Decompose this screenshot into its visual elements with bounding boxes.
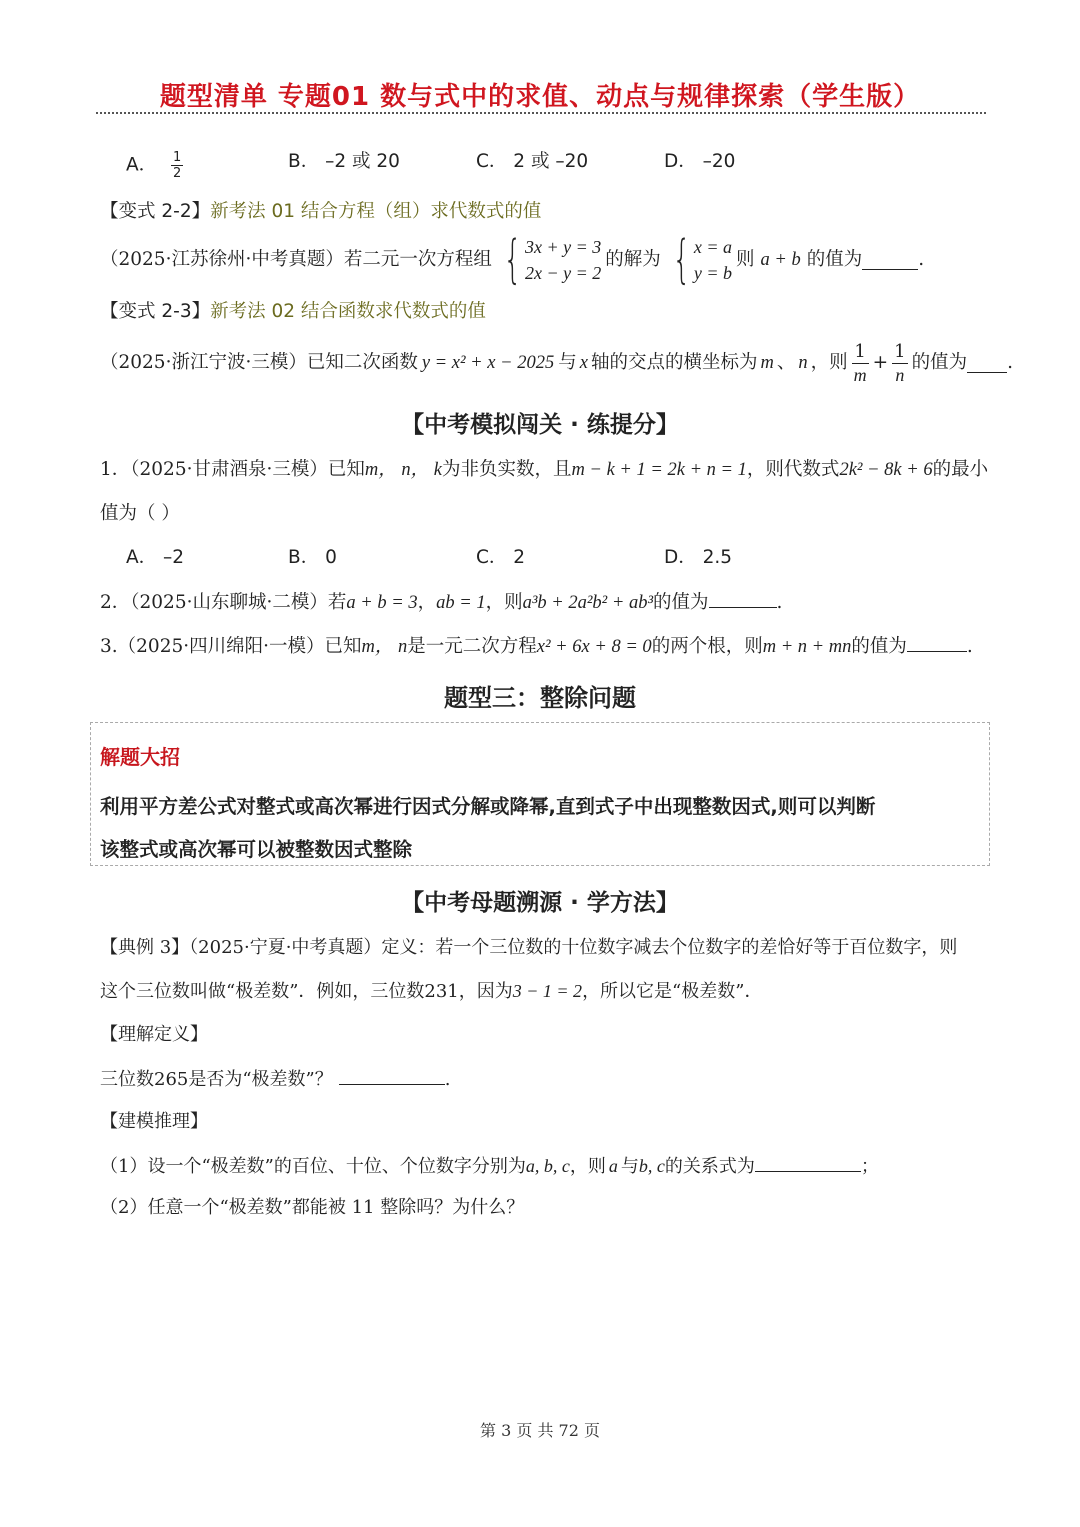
understand-question <box>100 1066 451 1092</box>
variant-2-2-tail: 则 <box>735 249 755 270</box>
variant-2-2-question <box>100 232 924 288</box>
q2-mid: ，则 <box>485 592 523 613</box>
equation-1: 3x + y = 3 <box>524 237 602 257</box>
plus-sign: + <box>872 352 889 373</box>
q3-mid: 是一元二次方程 <box>407 636 537 657</box>
option-d: D． –20 <box>664 151 736 172</box>
variant-2-3-source: （2025·浙江宁波·三模）已知二次函数 <box>100 352 418 373</box>
answer-blank[interactable] <box>862 251 918 270</box>
example3-line1: 【典例 3】（2025·宁夏·中考真题）定义：若一个三位数的十位数字减去个位数字的差恰好等于百位数字，则 <box>100 937 958 958</box>
part1-text-c: 与 <box>620 1156 639 1177</box>
tips-title: 解题大招 <box>100 745 180 769</box>
option-b: B． –2 或 20 <box>288 151 400 172</box>
understand-text-b: 是否为“极差数”？ <box>188 1069 333 1090</box>
q3-equation: x² + 6x + 8 = 0 <box>536 637 652 657</box>
q1-mid: 为非负实数，且 <box>441 459 572 480</box>
variant-2-2-heading <box>100 200 541 224</box>
option-a-numerator: 1 <box>173 150 182 165</box>
expr-a-plus-b: a + b <box>760 250 801 270</box>
practice-q1-line2: 值为（ ） <box>100 503 180 524</box>
example3-text-a: 这个三位数叫做“极差数”．例如，三位数 <box>100 981 425 1002</box>
example3-text-c: ，所以它是“极差数”． <box>582 981 763 1002</box>
fraction-1-over-n <box>892 341 907 386</box>
var-n: n <box>798 353 808 373</box>
solution-1: x = a <box>693 237 732 257</box>
q2-source: 2．（2025·山东聊城·二模）若 <box>100 592 347 613</box>
understand-heading: 【理解定义】 <box>100 1024 208 1045</box>
calc-3-minus-1: 3 − 1 = 2 <box>512 981 583 1001</box>
fraction-numerator: 1 <box>894 340 906 362</box>
q1-vars: m， n， k <box>364 460 442 480</box>
fraction-denominator: n <box>895 364 905 385</box>
variant-2-3-mid3: ，则 <box>810 352 848 373</box>
q1-source: 1．（2025·甘肃酒泉·三模）已知 <box>100 459 365 480</box>
part1-end: ； <box>860 1156 879 1177</box>
q2-cond1: a + b = 3 <box>346 593 418 613</box>
option-c: C． 2 或 –20 <box>476 151 589 172</box>
variant-2-2-tail2: 的值为 <box>806 249 863 270</box>
number-265: 265 <box>154 1069 189 1090</box>
section-practice-heading: 【中考模拟闯关 · 练提分】 <box>401 412 679 438</box>
tips-line-2: 该整式或高次幂可以被整数因式整除 <box>100 838 413 861</box>
variant-2-2-tag: 【变式 2-2】 <box>100 201 211 222</box>
variant-2-3-heading <box>100 300 486 324</box>
practice-q1 <box>100 458 988 482</box>
variant-2-2-end: . <box>918 249 925 270</box>
left-brace: { <box>672 230 691 290</box>
variant-2-3-tag: 【变式 2-3】 <box>100 301 211 322</box>
variant-2-3-mid2: 轴的交点的横坐标为 <box>590 352 758 373</box>
part1-text-b: ，则 <box>569 1156 606 1177</box>
example3-text-b: ，因为 <box>458 981 513 1002</box>
q1-mid2: ，则代数式 <box>746 459 840 480</box>
q2-sep: ， <box>417 592 437 613</box>
answer-blank[interactable] <box>967 354 1007 373</box>
equation-system <box>496 230 602 290</box>
q1-option-d: D． 2.5 <box>664 547 733 568</box>
fraction-denominator: m <box>853 364 867 385</box>
q1-option-c: C． 2 <box>476 547 526 568</box>
variant-2-3-mid: 与 <box>558 352 577 373</box>
answer-blank[interactable] <box>907 633 967 652</box>
type3-heading: 题型三：整除问题 <box>444 684 636 712</box>
solution-system <box>665 230 732 290</box>
q3-vars: m， n <box>361 637 408 657</box>
q3-end: . <box>966 636 973 657</box>
part1-vars: a, b, c <box>525 1156 570 1176</box>
variant-2-2-mid: 的解为 <box>605 249 661 270</box>
q2-expression: a³b + 2a²b² + ab³ <box>522 593 654 613</box>
q2-end: . <box>776 592 783 613</box>
variant-2-3-end: . <box>1007 352 1014 373</box>
variant-2-3-question <box>100 338 1013 388</box>
equation-2: 2x − y = 2 <box>524 263 602 283</box>
variant-2-2-method: 新考法 01 结合方程（组）求代数式的值 <box>210 201 542 222</box>
variant-2-3-sep: 、 <box>776 352 796 373</box>
understand-text-a: 三位数 <box>100 1069 154 1090</box>
understand-end: . <box>444 1069 451 1090</box>
model-heading: 【建模推理】 <box>100 1111 208 1132</box>
fraction-numerator: 1 <box>852 341 869 364</box>
part1-var-a: a <box>608 1156 618 1176</box>
q3-mid2: 的两个根，则 <box>651 636 763 657</box>
solution-2: y = b <box>693 263 732 283</box>
q2-tail: 的值为 <box>653 592 709 613</box>
part1-vars-bc: b, c <box>638 1156 665 1176</box>
x-axis-var: x <box>579 353 588 373</box>
practice-q2 <box>100 589 782 615</box>
left-brace: { <box>503 230 522 290</box>
q1-tail: 的最小 <box>932 459 989 480</box>
part1-text-d: 的关系式为 <box>664 1156 755 1177</box>
answer-blank[interactable] <box>339 1066 445 1085</box>
page-title: 题型清单 专题01 数与式中的求值、动点与规律探索（学生版） <box>159 82 921 112</box>
answer-blank[interactable] <box>709 589 777 608</box>
header-divider <box>96 112 986 114</box>
model-part-1 <box>100 1153 879 1179</box>
model-part-2: （2）任意一个“极差数”都能被 11 整除吗？为什么？ <box>100 1197 525 1218</box>
option-a <box>126 150 187 181</box>
q1-option-b: B． 0 <box>288 547 337 568</box>
fraction-1-over-m <box>852 341 869 386</box>
q3-tail: 的值为 <box>851 636 907 657</box>
option-a-label: A． <box>126 154 158 176</box>
option-a-denominator: 2 <box>173 166 182 181</box>
page-number: 第 3 页 共 72 页 <box>480 1421 600 1440</box>
tips-line-1: 利用平方差公式对整式或高次幂进行因式分解或降幂,直到式子中出现整数因式,则可以判断 <box>100 795 876 818</box>
variant-2-3-tail: 的值为 <box>911 352 968 373</box>
variant-2-3-method: 新考法 02 结合函数求代数式的值 <box>210 301 486 322</box>
example3-line2 <box>100 979 762 1004</box>
practice-q3 <box>100 633 973 659</box>
q1-condition: m − k + 1 = 2k + n = 1 <box>571 460 747 480</box>
q3-expression: m + n + mn <box>762 637 852 657</box>
q2-cond2: ab = 1 <box>436 593 486 613</box>
section-origin-heading: 【中考母题溯源 · 学方法】 <box>401 890 679 916</box>
q1-expression: 2k² − 8k + 6 <box>839 460 933 480</box>
q1-option-a: A． –2 <box>126 547 185 568</box>
var-m: m <box>760 353 774 373</box>
option-a-fraction <box>171 150 183 181</box>
quadratic-function: y = x² + x − 2025 <box>421 353 555 373</box>
q3-source: 3.（2025·四川绵阳·一模）已知 <box>100 636 362 657</box>
answer-blank[interactable] <box>755 1153 861 1172</box>
part1-text-a: （1）设一个“极差数”的百位、十位、个位数字分别为 <box>100 1156 526 1177</box>
variant-2-2-source: （2025·江苏徐州·中考真题）若二元一次方程组 <box>100 249 492 270</box>
number-231: 231 <box>424 981 459 1002</box>
